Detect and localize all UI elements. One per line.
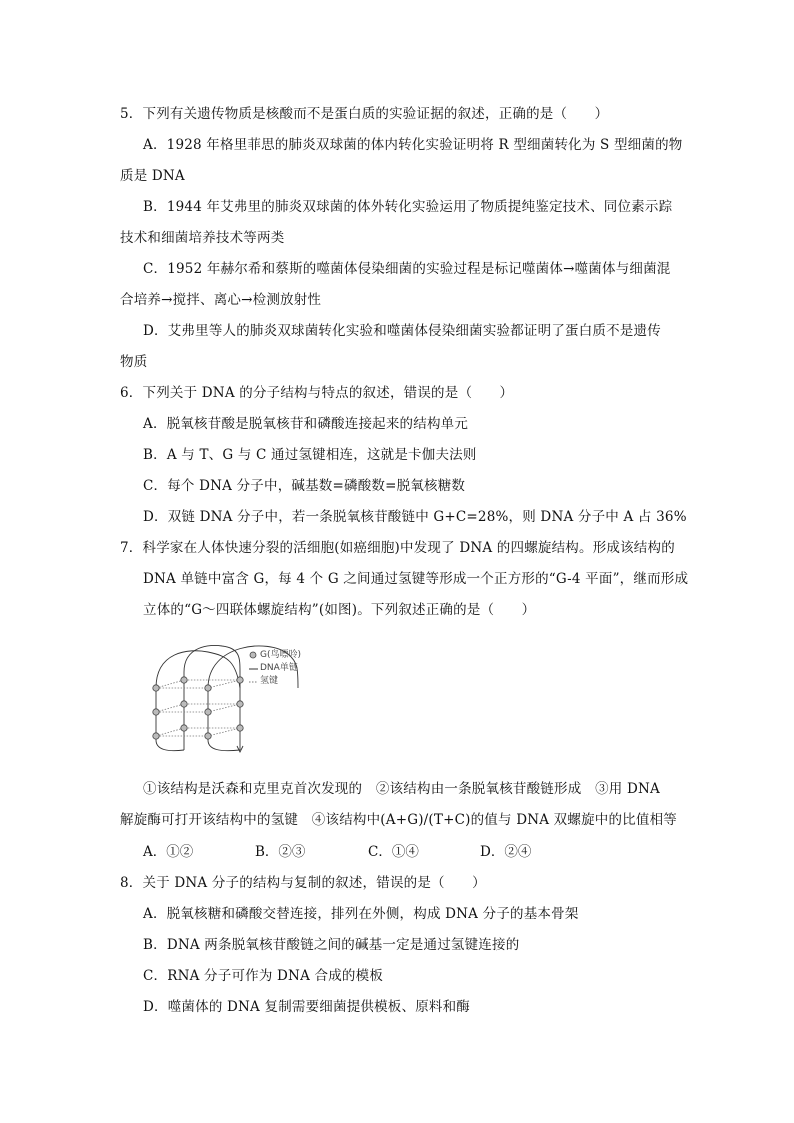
hydrogen-bond-group	[156, 680, 240, 736]
q7-statements-line1: ①该结构是沃森和克里克首次发现的 ②该结构由一条脱氧核苷酸链形成 ③用 DNA	[143, 781, 660, 797]
q8-option-b: B．DNA 两条脱氧核苷酸链之间的碱基一定是通过氢键连接的	[143, 937, 520, 953]
q6-stem: 6．下列关于 DNA 的分子结构与特点的叙述，错误的是（ ）	[120, 385, 514, 401]
dna-strand-arc	[184, 645, 240, 672]
q6-option-b: B．A 与 T、G 与 C 通过氢键相连，这就是卡伽夫法则	[143, 447, 477, 463]
q7-stem-line1: 7．科学家在人体快速分裂的活细胞(如癌细胞)中发现了 DNA 的四螺旋结构。形成该结构的	[120, 540, 675, 556]
q5-option-d-line2: 物质	[120, 354, 148, 370]
q5-option-b-line2: 技术和细菌培养技术等两类	[120, 230, 285, 246]
q7-stem-line3: 立体的“G～四联体螺旋结构”(如图)。下列叙述正确的是（ ）	[143, 602, 536, 618]
q5-option-b-line1: B．1944 年艾弗里的肺炎双球菌的体外转化实验运用了物质提纯鉴定技术、同位素示踪	[143, 199, 673, 215]
dna-strand-arc	[156, 740, 184, 751]
q5-stem: 5．下列有关遗传物质是核酸而不是蛋白质的实验证据的叙述，正确的是（ ）	[120, 106, 609, 122]
q8-option-a: A．脱氧核糖和磷酸交替连接，排列在外侧，构成 DNA 分子的基本骨架	[143, 906, 579, 922]
g-quadruplex-diagram	[148, 642, 338, 754]
legend-dna-label: DNA单链	[260, 663, 298, 673]
q7-choice-c: C．①④	[368, 844, 419, 860]
q5-option-d-line1: D．艾弗里等人的肺炎双球菌转化实验和噬菌体侵染细菌实验都证明了蛋白质不是遗传	[143, 323, 661, 339]
q8-stem: 8．关于 DNA 分子的结构与复制的叙述，错误的是（ ）	[120, 875, 486, 891]
q6-option-a: A．脱氧核苷酸是脱氧核苷和磷酸连接起来的结构单元	[143, 416, 469, 432]
legend-g-symbol	[250, 652, 256, 658]
q5-option-a-line1: A．1928 年格里菲思的肺炎双球菌的体内转化实验证明将 R 型细菌转化为 S 型细菌的物	[143, 137, 683, 153]
g-quadruplex-svg	[148, 642, 338, 754]
q6-option-d: D．双链 DNA 分子中，若一条脱氧核苷酸链中 G+C=28%，则 DNA 分子中 A 占 36%	[143, 509, 687, 525]
q5-option-a-line2: 质是 DNA	[120, 168, 185, 184]
q7-choice-a: A．①②	[143, 844, 194, 860]
q7-choice-d: D．②④	[480, 844, 532, 860]
dna-strand-arc	[208, 740, 240, 751]
q8-option-c: C．RNA 分子可作为 DNA 合成的模板	[143, 968, 384, 984]
legend-g-label: G(鸟嘌呤)	[260, 650, 301, 660]
guanine-nodes	[153, 677, 243, 739]
legend-bond-label: 氢键	[260, 676, 279, 686]
q8-option-d: D．噬菌体的 DNA 复制需要细菌提供模板、原料和酶	[143, 999, 470, 1015]
q5-option-c-line1: C．1952 年赫尔希和蔡斯的噬菌体侵染细菌的实验过程是标记噬菌体→噬菌体与细菌混	[143, 261, 671, 277]
q6-option-c: C．每个 DNA 分子中，碱基数=磷酸数=脱氧核糖数	[143, 478, 466, 494]
q5-option-c-line2: 合培养→搅拌、离心→检测放射性	[120, 292, 322, 308]
q7-choice-b: B．②③	[255, 844, 306, 860]
q7-statements-line2: 解旋酶可打开该结构中的氢键 ④该结构中(A+G)/(T+C)的值与 DNA 双螺旋中的比值相等	[120, 812, 677, 828]
q7-stem-line2: DNA 单链中富含 G，每 4 个 G 之间通过氢键等形成一个正方形的“G-4 平面”，继而形成	[143, 571, 689, 587]
dna-strand-arc	[156, 651, 240, 688]
